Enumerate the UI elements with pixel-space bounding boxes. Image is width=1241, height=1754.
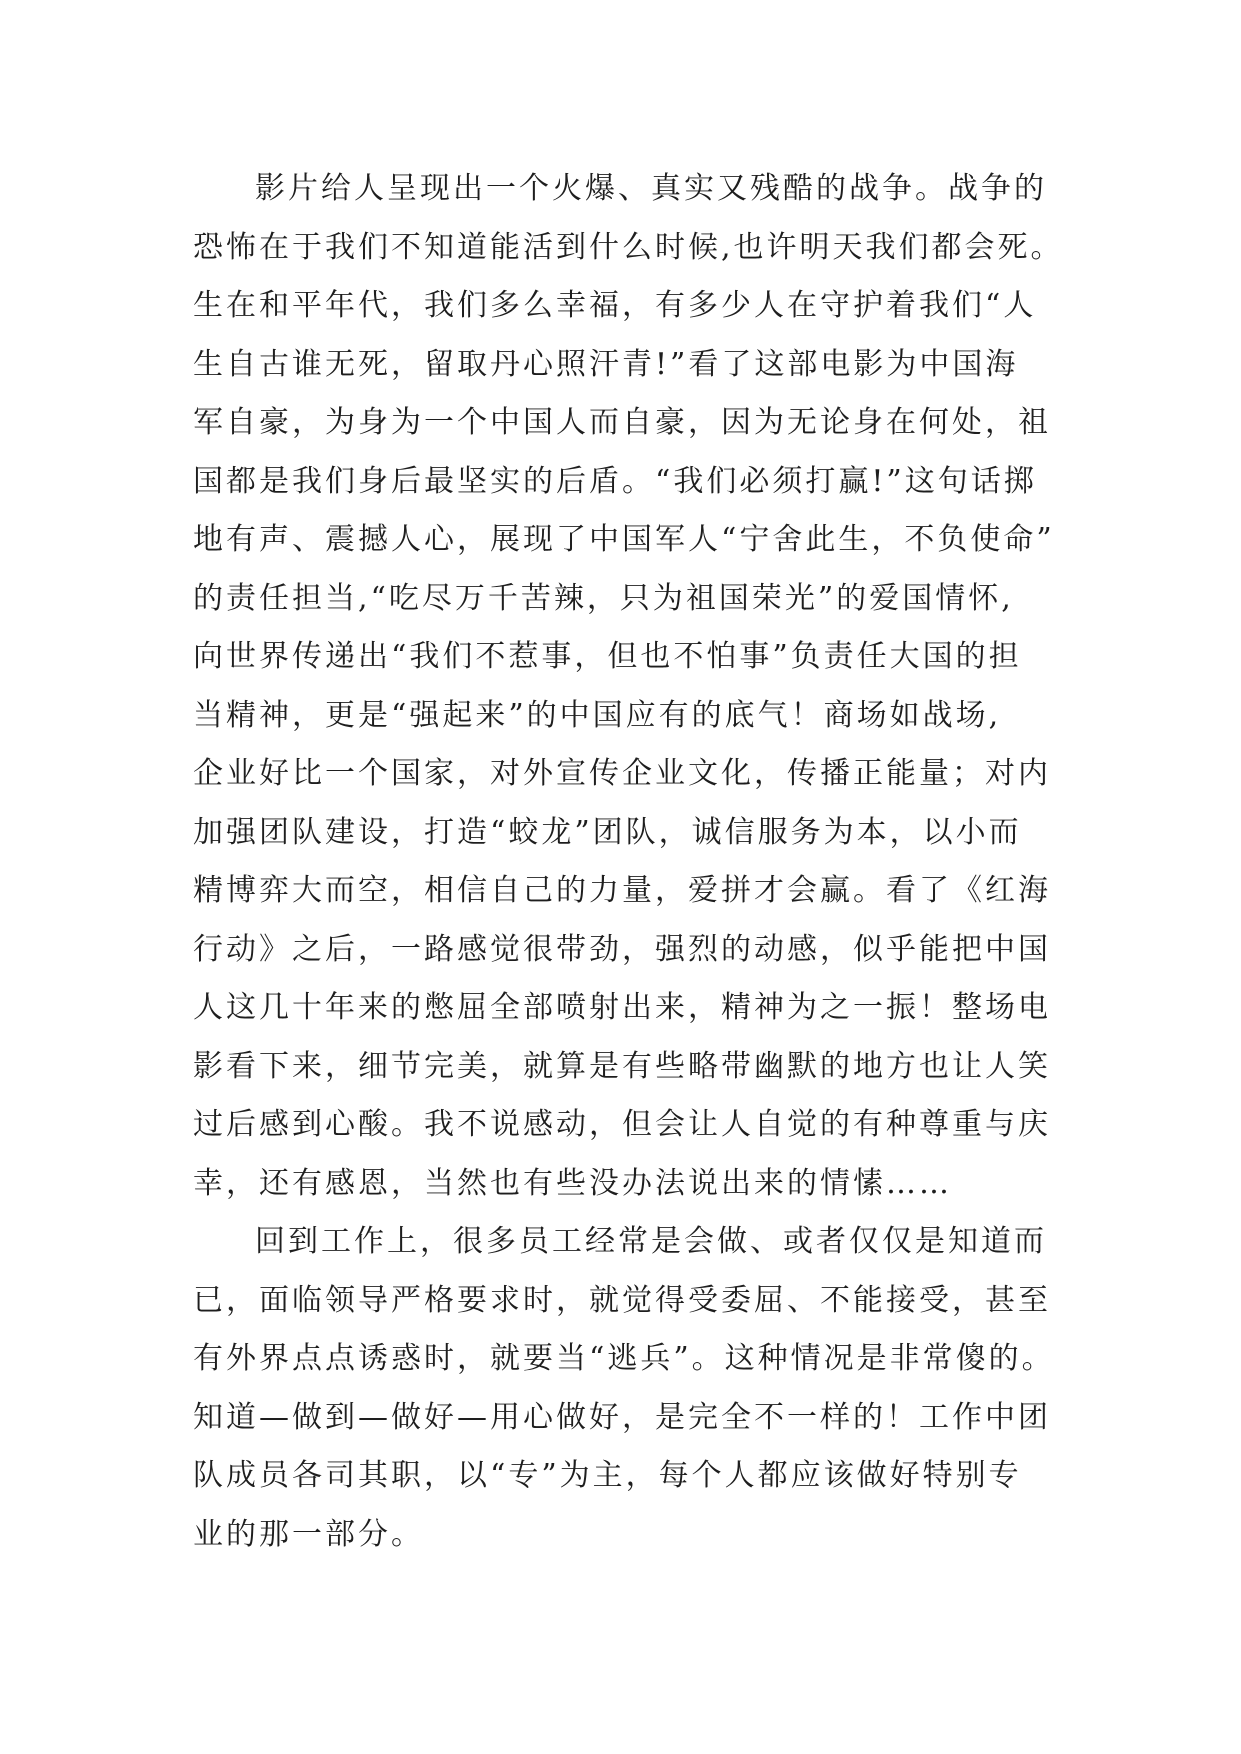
text-line: 回到工作上，很多员工经常是会做、或者仅仅是知道而: [255, 1224, 1047, 1259]
text-line: 过后感到心酸。我不说感动，但会让人自觉的有种尊重与庆: [193, 1107, 1051, 1142]
text-line: 生在和平年代，我们多么幸福，有多少人在守护着我们“人: [193, 288, 1037, 323]
text-line: 军自豪，为身为一个中国人而自豪，因为无论身在何处，祖: [193, 405, 1051, 440]
text-line: 队成员各司其职，以“专”为主，每个人都应该做好特别专: [193, 1458, 1022, 1493]
text-line: 向世界传递出“我们不惹事，但也不怕事”负责任大国的担: [193, 639, 1022, 674]
text-line: 当精神，更是“强起来”的中国应有的底气！商场如战场,: [193, 697, 1002, 733]
text-line: 幸，还有感恩，当然也有些没办法说出来的情愫……: [193, 1165, 952, 1201]
text-line: 恐怖在于我们不知道能活到什么时候,也许明天我们都会死。: [193, 229, 1064, 265]
text-line: 影片给人呈现出一个火爆、真实又残酷的战争。战争的: [255, 171, 1047, 206]
text-line: 加强团队建设，打造“蛟龙”团队，诚信服务为本，以小而: [193, 814, 1022, 850]
text-line: 人这几十年来的憋屈全部喷射出来，精神为之一振！整场电: [193, 990, 1051, 1025]
text-line: 企业好比一个国家，对外宣传企业文化，传播正能量；对内: [193, 756, 1051, 791]
text-line: 生自古谁无死，留取丹心照汗青!”看了这部电影为中国海: [193, 346, 1019, 382]
text-line: 地有声、震撼人心，展现了中国军人“宁舍此生，不负使命”: [193, 522, 1055, 557]
text-line: 有外界点点诱惑时，就要当“逃兵”。这种情况是非常傻的。: [193, 1341, 1055, 1376]
text-line: 知道—做到—做好—用心做好，是完全不一样的！工作中团: [193, 1399, 1051, 1435]
text-line: 的责任担当,“吃尽万千苦辣，只为祖国荣光”的爱国情怀,: [193, 580, 1014, 616]
document-body: [193, 160, 1073, 1564]
text-line: 业的那一部分。: [193, 1516, 424, 1552]
paragraph: [193, 160, 1073, 1213]
text-line: 已，面临领导严格要求时，就觉得受委屈、不能接受，甚至: [193, 1282, 1051, 1318]
paragraph: [193, 1213, 1073, 1564]
text-line: 国都是我们身后最坚实的后盾。“我们必须打赢!”这句话掷: [193, 463, 1037, 499]
text-line: 影看下来，细节完美，就算是有些略带幽默的地方也让人笑: [193, 1048, 1051, 1084]
text-line: 精博弈大而空，相信自己的力量，爱拼才会赢。看了《红海: [193, 873, 1051, 908]
text-line: 行动》之后，一路感觉很带劲，强烈的动感，似乎能把中国: [193, 931, 1051, 967]
